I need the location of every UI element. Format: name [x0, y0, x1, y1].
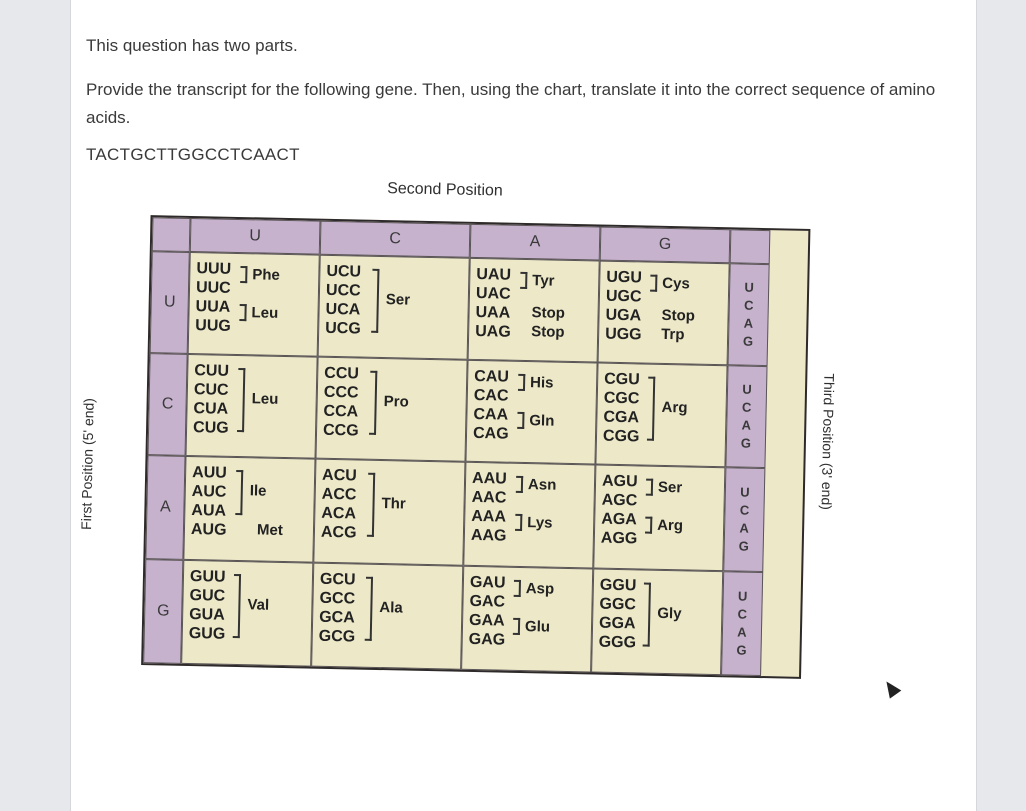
codon-cell-cg — [595, 363, 727, 468]
codon: AGG — [600, 529, 638, 548]
codon: GUG — [188, 625, 226, 643]
codon-cell-gu — [181, 560, 313, 667]
second-position-label: Second Position — [386, 180, 503, 200]
amino-acid-label: Ile — [249, 482, 267, 500]
column-header-a: A — [470, 224, 601, 261]
amino-acid-label: Cys — [662, 274, 690, 293]
bracket — [513, 618, 520, 635]
codon: AGC — [601, 491, 638, 510]
codon: AAA — [471, 507, 507, 526]
amino-acid-label: Lys — [527, 514, 553, 532]
bracket — [514, 580, 521, 597]
column-header-u: U — [190, 218, 321, 255]
codon: CCC — [323, 383, 359, 402]
codon: AAC — [471, 488, 507, 507]
codon: CGC — [603, 389, 640, 408]
codon: ACU — [321, 466, 357, 485]
third-letter: A — [741, 417, 752, 433]
amino-acid-label: Ala — [379, 599, 403, 617]
codon: CGG — [602, 427, 640, 446]
codon: GCC — [319, 589, 356, 608]
codon: GGC — [599, 595, 637, 614]
codon: AUC — [191, 483, 227, 501]
amino-acid-label: Ser — [385, 291, 411, 309]
bracket — [517, 412, 524, 429]
amino-acid-label: His — [529, 374, 554, 392]
codon: UAA — [475, 303, 511, 322]
codon: GUC — [189, 587, 226, 605]
third-letter: U — [744, 279, 755, 295]
codon: UGU — [606, 268, 643, 287]
amino-acid-label: Leu — [251, 390, 279, 408]
codon: UCG — [325, 319, 361, 338]
amino-acid-label: Ser — [657, 478, 683, 497]
codon: CAA — [473, 405, 509, 424]
row-header-a: A — [145, 455, 185, 560]
codon: GUU — [189, 568, 226, 586]
codon-cell-ug — [598, 261, 730, 366]
codon: UAU — [476, 265, 512, 284]
codon-chart — [77, 168, 862, 704]
codon: UGG — [604, 325, 642, 344]
third-position-column — [725, 365, 767, 468]
codon: CUC — [193, 381, 229, 399]
amino-acid-label: Pro — [383, 393, 409, 411]
bracket — [237, 368, 245, 432]
codon: AGU — [601, 472, 638, 491]
row-header-c: C — [148, 353, 188, 456]
codon: CAG — [472, 424, 509, 443]
amino-acid-label: Gln — [529, 412, 555, 430]
third-letter: C — [737, 606, 748, 622]
codon: AGA — [601, 510, 638, 529]
third-position-column — [723, 467, 765, 572]
codon: UUG — [195, 317, 231, 335]
third-position-column — [728, 263, 770, 366]
amino-acid-label: Asp — [525, 580, 555, 598]
codon: AAU — [471, 469, 507, 488]
third-position-label: Third Position (3' end) — [818, 373, 838, 511]
third-letter: C — [739, 502, 750, 518]
codon: AUG — [190, 521, 227, 539]
codon: UGC — [605, 287, 642, 306]
codon-cell-ga — [461, 566, 593, 673]
amino-acid-label: Trp — [660, 325, 685, 344]
codon: UAC — [475, 284, 511, 303]
codon-cell-uu — [188, 252, 320, 357]
amino-acid-label: Glu — [524, 618, 551, 636]
bracket — [371, 269, 379, 333]
codon: UUU — [196, 260, 232, 278]
codon: UCA — [325, 300, 361, 319]
amino-acid-label: Phe — [252, 266, 281, 284]
bracket — [235, 470, 243, 515]
codon-cell-cu — [186, 354, 318, 459]
codon: UCC — [325, 281, 361, 300]
amino-acid-label: Stop — [531, 323, 565, 341]
codon: CUU — [194, 362, 230, 380]
third-letter: C — [741, 399, 752, 415]
codon: GGU — [599, 576, 637, 595]
codon: GAC — [469, 592, 506, 611]
codon: GUA — [189, 606, 225, 624]
codon: GGA — [598, 614, 636, 633]
bracket — [367, 473, 375, 537]
third-letter: A — [743, 315, 754, 331]
first-position-label: First Position (5' end) — [77, 397, 97, 531]
third-letter: A — [739, 520, 749, 536]
codon: ACC — [321, 485, 357, 504]
bracket — [515, 514, 522, 531]
bracket — [518, 374, 525, 391]
amino-acid-label: Arg — [656, 516, 684, 535]
codon-cell-ac — [313, 459, 465, 566]
amino-acid-label: Arg — [661, 398, 688, 417]
codon: GAU — [469, 573, 506, 592]
question-prompt: Provide the transcript for the following gene. Then, using the chart, translate it into the correct sequence of amino acids. — [86, 80, 936, 127]
codon-cell-gc — [311, 563, 463, 670]
codon: GGG — [598, 633, 637, 652]
codon: UUC — [195, 279, 231, 297]
third-letter: G — [740, 435, 752, 451]
codon: AAG — [470, 526, 507, 545]
third-letter: A — [737, 624, 747, 640]
codon: UAG — [475, 322, 511, 341]
codon: CCU — [324, 364, 360, 383]
bracket — [647, 377, 655, 441]
amino-acid-label: Stop — [531, 304, 566, 322]
amino-acid-label: Met — [256, 521, 284, 539]
codon: CCG — [322, 421, 359, 440]
amino-acid-label: Thr — [381, 495, 406, 513]
column-header-c: C — [320, 221, 471, 258]
codon-cell-ca — [465, 360, 597, 465]
bracket — [645, 517, 652, 534]
codon: AUU — [191, 464, 228, 482]
gene-sequence: TACTGCTTGGCCTCAACT — [86, 145, 300, 164]
amino-acid-label: Leu — [251, 304, 279, 322]
bracket — [646, 479, 653, 496]
codon: UGA — [605, 306, 642, 325]
codon-grid — [141, 215, 810, 679]
codon: CUG — [192, 419, 229, 437]
codon-cell-gg — [591, 568, 723, 675]
third-letter: U — [740, 484, 750, 500]
third-letter: G — [738, 538, 749, 554]
third-letter: U — [742, 381, 752, 397]
codon: ACA — [321, 504, 357, 523]
codon: GAG — [468, 630, 506, 649]
codon-cell-ag — [593, 465, 725, 572]
third-letter: U — [737, 588, 748, 604]
bracket — [520, 272, 527, 289]
codon: UUA — [195, 298, 231, 316]
amino-acid-label: Tyr — [532, 272, 555, 290]
codon-cell-aa — [463, 462, 595, 569]
codon: CGA — [603, 408, 640, 427]
bracket — [650, 275, 657, 292]
codon-cell-uc — [318, 255, 470, 360]
third-letter: C — [743, 297, 754, 313]
codon: ACG — [320, 523, 357, 542]
corner-cell — [152, 217, 191, 252]
codon-cell-au — [183, 456, 315, 563]
column-header-g: G — [600, 227, 731, 264]
codon: CCA — [323, 402, 359, 421]
row-header-u: U — [150, 251, 190, 354]
bracket — [239, 304, 246, 321]
question-intro: This question has two parts. — [86, 36, 298, 55]
amino-acid-label: Val — [247, 596, 270, 614]
codon: UCU — [326, 262, 362, 281]
codon-cell-cc — [315, 357, 467, 462]
bracket — [516, 476, 523, 493]
codon: GAA — [468, 611, 505, 630]
codon: CUA — [193, 400, 229, 418]
third-position-column — [721, 571, 763, 676]
bracket — [233, 574, 241, 638]
bracket — [369, 371, 377, 435]
amino-acid-label: Stop — [661, 306, 696, 325]
third-letter: G — [736, 642, 747, 658]
codon: CAC — [473, 386, 509, 405]
third-letter: G — [742, 333, 754, 349]
codon: GCA — [318, 608, 355, 627]
bracket — [240, 266, 247, 283]
codon: GCG — [318, 627, 356, 646]
codon-cell-ua — [468, 258, 600, 363]
row-header-g: G — [143, 559, 183, 664]
bracket — [643, 583, 651, 647]
codon: CAU — [474, 367, 510, 386]
codon: AUA — [191, 502, 227, 520]
bracket — [365, 577, 373, 641]
codon: GCU — [319, 570, 356, 589]
codon: CGU — [604, 370, 640, 389]
corner-cell-right — [730, 229, 771, 264]
amino-acid-label: Asn — [527, 476, 557, 494]
amino-acid-label: Gly — [657, 604, 682, 623]
